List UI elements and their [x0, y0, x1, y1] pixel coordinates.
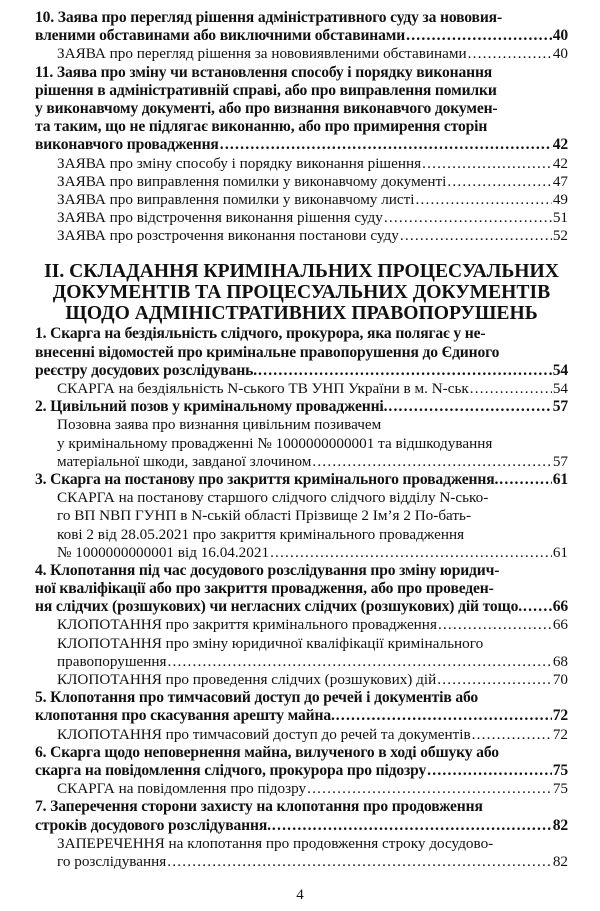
toc-chapter-entry[interactable]	[35, 562, 568, 617]
toc-page-number: 70	[552, 671, 568, 688]
toc-entry-text: 6. Скарга щодо неповернення майна, вилученого в ході обшуку або	[35, 743, 499, 761]
toc-entry-text: СКАРГА на постанову старшого слідчого слідчого відділу N-сько-	[57, 489, 489, 507]
toc-line	[35, 9, 568, 27]
toc-entry-text: скарга на повідомлення слідчого, прокурора про підозру	[35, 761, 427, 779]
toc-page-number: 72	[552, 707, 568, 725]
toc-line	[35, 191, 568, 209]
toc-entry-text: СКАРГА на бездіяльність N-ського ТВ УНП України в м. N-ськ	[57, 380, 469, 397]
toc-page-number: 61	[552, 543, 568, 561]
toc-line	[35, 173, 568, 191]
toc-line	[35, 853, 568, 871]
dot-leader	[406, 27, 552, 45]
section-title-line: ЩОДО АДМІНІСТРАТИВНИХ ПРАВОПОРУШЕНЬ	[65, 303, 538, 325]
toc-page-number: 57	[552, 398, 568, 416]
toc-line	[35, 100, 568, 118]
toc-entry-text: ної кваліфікації або про закриття провадження, або про проведен-	[35, 580, 494, 598]
toc-subentry[interactable]	[35, 173, 568, 191]
toc-entry-text: ня слідчих (розшукових) чи негласних слідчих (розшукових) дій тощо.	[35, 598, 522, 616]
toc-subentry[interactable]	[35, 489, 568, 562]
dot-leader	[312, 453, 551, 471]
toc-page-number: 54	[552, 380, 568, 397]
toc-page-number: 82	[552, 816, 568, 834]
toc-entry-text: 7. Заперечення сторони захисту на клопотання про продовження	[35, 798, 483, 816]
toc-entry-text: 4. Клопотання під час досудового розслідування про зміну юридич-	[35, 561, 500, 579]
toc-line	[35, 362, 568, 380]
dot-leader	[168, 653, 552, 671]
toc-chapter-entry[interactable]	[35, 325, 568, 380]
dot-leader	[438, 616, 552, 634]
dot-leader	[422, 155, 552, 173]
dot-leader	[384, 209, 552, 227]
toc-line	[35, 762, 568, 780]
toc-subentry[interactable]	[35, 380, 568, 398]
toc-entry-text: СКАРГА на повідомлення про підозру	[57, 780, 307, 798]
toc-chapter-entry[interactable]	[35, 689, 568, 725]
toc-page-number: 68	[552, 652, 568, 670]
toc-page-number: 49	[552, 190, 568, 208]
toc-subentry[interactable]	[35, 835, 568, 871]
toc-entry-text: клопотання про скасування арешту майна.	[35, 707, 335, 725]
toc-page-number: 47	[552, 172, 568, 190]
toc-page-number: 57	[552, 452, 568, 470]
toc-subentry[interactable]	[35, 671, 568, 689]
toc-entry-text: кові 2 від 28.05.2021 про закриття кримінального провадження	[57, 525, 465, 543]
toc-entry-text: ЗАЯВА про перегляд рішення за нововиявленими обставинами	[57, 45, 467, 63]
section-title-line: ДОКУМЕНТІВ ТА ПРОЦЕСУАЛЬНИХ ДОКУМЕНТІВ	[52, 282, 551, 304]
toc-line	[35, 489, 568, 507]
toc-entry-text: КЛОПОТАННЯ про тимчасовий доступ до речей та документів	[57, 725, 471, 743]
page-number: 4	[296, 887, 304, 903]
dot-leader	[427, 762, 552, 780]
dot-leader	[258, 362, 552, 380]
dot-leader	[523, 598, 552, 616]
toc-subentry[interactable]	[35, 635, 568, 671]
toc-line	[35, 64, 568, 82]
toc-entry-text: 5. Клопотання про тимчасовий доступ до речей і документів або	[35, 689, 479, 707]
toc-line	[35, 45, 568, 63]
toc-page-number: 61	[552, 470, 568, 488]
toc-line	[35, 209, 568, 227]
toc-line	[35, 544, 568, 562]
toc-subentry[interactable]	[35, 780, 568, 798]
toc-subentry[interactable]	[35, 616, 568, 634]
toc-page-number: 42	[552, 154, 568, 172]
toc-page-number: 40	[552, 45, 568, 63]
toc-line	[35, 798, 568, 816]
toc-line	[35, 635, 568, 653]
toc-subentry[interactable]	[35, 155, 568, 173]
table-of-contents	[35, 9, 568, 871]
toc-line	[35, 380, 568, 398]
toc-subentry[interactable]	[35, 45, 568, 63]
toc-line	[35, 598, 568, 616]
toc-page-number: 66	[552, 598, 568, 616]
toc-page-number: 75	[552, 761, 568, 779]
dot-leader	[437, 671, 552, 689]
toc-entry-text: го ВП NВП ГУНП в N-ській області Прізвище 2 Ім’я 2 По-бать-	[57, 507, 472, 525]
toc-chapter-entry[interactable]	[35, 744, 568, 780]
dot-leader	[336, 707, 552, 725]
toc-page-number: 52	[552, 227, 568, 245]
toc-page-number: 40	[552, 27, 568, 45]
toc-subentry[interactable]	[35, 416, 568, 471]
toc-entry-text: вленими обставинами або виключними обставинами	[35, 27, 406, 45]
dot-leader	[472, 726, 552, 744]
toc-line	[35, 435, 568, 453]
toc-line	[35, 817, 568, 835]
toc-entry-text: ЗАПЕРЕЧЕННЯ на клопотання про продовження строку досудово-	[57, 834, 494, 852]
toc-entry-text: у кримінальному провадженні № 1000000000001 та відшкодування	[57, 434, 493, 452]
toc-chapter-entry[interactable]	[35, 398, 568, 416]
toc-line	[35, 835, 568, 853]
toc-entry-text: 2. Цивільний позов у кримінальному провадженні.	[35, 398, 388, 416]
toc-page-number: 72	[552, 725, 568, 743]
dot-leader	[220, 136, 552, 154]
toc-entry-text: 1. Скарга на бездіяльність слідчого, прокурора, яка полягає у не-	[35, 325, 486, 343]
toc-line	[35, 398, 568, 416]
toc-page-number: 42	[552, 136, 568, 154]
toc-entry-text: правопорушення	[57, 652, 167, 670]
toc-line	[35, 118, 568, 136]
toc-line	[35, 689, 568, 707]
toc-entry-text: ЗАЯВА про відстрочення виконання рішення суду	[57, 209, 383, 227]
dot-leader	[499, 471, 551, 489]
toc-entry-text: у виконавчому документі, або про визнання виконавчого докумен-	[35, 99, 498, 117]
toc-entry-text: ЗАЯВА про виправлення помилки у виконавчому документі	[57, 172, 447, 190]
toc-entry-text: 3. Скарга на постанову про закриття кримінального провадження.	[35, 470, 499, 488]
toc-line	[35, 507, 568, 525]
toc-entry-text: КЛОПОТАННЯ про проведення слідчих (розшукових) дій	[57, 671, 437, 688]
toc-line	[35, 580, 568, 598]
toc-entry-text: матеріальної шкоди, завданої злочином	[57, 452, 312, 470]
toc-line	[35, 726, 568, 744]
toc-subentry[interactable]	[35, 227, 568, 245]
toc-line	[35, 471, 568, 489]
toc-line	[35, 780, 568, 798]
dot-leader	[307, 780, 552, 798]
toc-line	[35, 526, 568, 544]
section-heading	[35, 261, 568, 324]
toc-page-number: 66	[552, 616, 568, 634]
dot-leader	[468, 45, 552, 63]
toc-line	[35, 671, 568, 689]
toc-entry-text: строків досудового розслідування.	[35, 816, 271, 834]
toc-line	[35, 744, 568, 762]
toc-page-number: 54	[552, 361, 568, 379]
toc-entry-text: ЗАЯВА про виправлення помилки у виконавчому листі	[57, 190, 415, 208]
section-title-line: ІІ. СКЛАДАННЯ КРИМІНАЛЬНИХ ПРОЦЕСУАЛЬНИХ	[44, 261, 559, 283]
toc-entry-text: КЛОПОТАННЯ про зміну юридичної кваліфікації кримінального	[57, 634, 484, 652]
dot-leader	[447, 173, 551, 191]
dot-leader	[388, 398, 551, 416]
toc-line	[35, 707, 568, 725]
toc-page-number: 75	[552, 780, 568, 798]
toc-line	[35, 344, 568, 362]
dot-leader	[167, 853, 552, 871]
toc-chapter-entry[interactable]	[35, 471, 568, 489]
dot-leader	[470, 380, 552, 398]
toc-section2-entries	[35, 325, 568, 871]
toc-page-number: 51	[552, 209, 568, 227]
toc-part1-tail	[35, 9, 568, 245]
dot-leader	[416, 191, 552, 209]
toc-chapter-entry[interactable]	[35, 9, 568, 45]
toc-entry-text: 11. Заява про зміну чи встановлення способу і порядку виконання	[35, 63, 493, 81]
toc-entry-text: виконавчого провадження	[35, 136, 219, 154]
toc-line	[35, 416, 568, 434]
toc-entry-text: го розслідування	[57, 852, 167, 870]
toc-chapter-entry[interactable]	[35, 798, 568, 834]
toc-entry-text: внесенні відомостей про кримінальне правопорушення до Єдиного	[35, 343, 500, 361]
toc-entry-text: Позовна заява про визнання цивільним позивачем	[57, 416, 382, 434]
toc-entry-text: ЗАЯВА про розстрочення виконання постанови суду	[57, 227, 399, 245]
toc-page-number: 82	[552, 852, 568, 870]
toc-entry-text: рішення в адміністративній справі, або про виправлення помилки	[35, 81, 497, 99]
toc-chapter-entry[interactable]	[35, 64, 568, 155]
dot-leader	[400, 227, 552, 245]
dot-leader	[270, 544, 552, 562]
dot-leader	[272, 817, 552, 835]
toc-line	[35, 136, 568, 154]
toc-line	[35, 616, 568, 634]
toc-line	[35, 325, 568, 343]
toc-entry-text: № 1000000000001 від 16.04.2021	[57, 543, 270, 561]
toc-line	[35, 27, 568, 45]
toc-subentry[interactable]	[35, 191, 568, 209]
toc-entry-text: 10. Заява про перегляд рішення адміністративного суду за нововия-	[35, 9, 502, 26]
toc-subentry[interactable]	[35, 726, 568, 744]
toc-line	[35, 453, 568, 471]
toc-line	[35, 227, 568, 245]
toc-line	[35, 155, 568, 173]
toc-entry-text: КЛОПОТАННЯ про закриття кримінального провадження	[57, 616, 437, 634]
toc-line	[35, 562, 568, 580]
toc-subentry[interactable]	[35, 209, 568, 227]
toc-line	[35, 653, 568, 671]
toc-entry-text: та таким, що не підлягає виконанню, або про примирення сторін	[35, 118, 488, 136]
toc-line	[35, 82, 568, 100]
toc-entry-text: реєстру досудових розслідувань.	[35, 361, 257, 379]
toc-entry-text: ЗАЯВА про зміну способу і порядку виконання рішення	[57, 154, 422, 172]
